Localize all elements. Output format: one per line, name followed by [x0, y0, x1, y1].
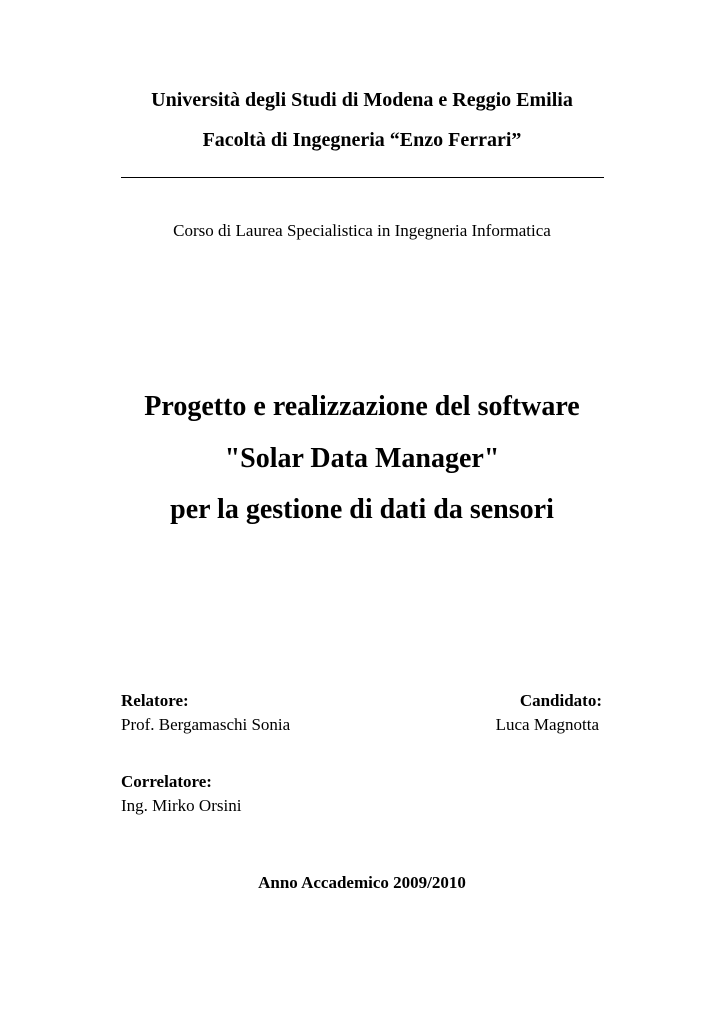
thesis-title-line-3: per la gestione di dati da sensori [170, 494, 554, 525]
academic-year: Anno Accademico 2009/2010 [258, 873, 466, 892]
thesis-title-line-2: "Solar Data Manager" [224, 443, 500, 474]
correlatore-name: Ing. Mirko Orsini [121, 796, 242, 815]
relatore-name: Prof. Bergamaschi Sonia [121, 715, 291, 734]
university-name: Università degli Studi di Modena e Reggio Emilia [151, 89, 573, 111]
relatore-label: Relatore: [121, 691, 189, 710]
faculty-name: Facoltà di Ingegneria “Enzo Ferrari” [202, 129, 522, 151]
candidato-name: Luca Magnotta [495, 715, 599, 734]
degree-course: Corso di Laurea Specialistica in Ingegneria Informatica [173, 221, 551, 240]
candidato-label: Candidato: [519, 691, 602, 710]
thesis-title-line-1: Progetto e realizzazione del software [144, 391, 580, 422]
correlatore-label: Correlatore: [121, 772, 212, 791]
header-divider [121, 177, 604, 178]
